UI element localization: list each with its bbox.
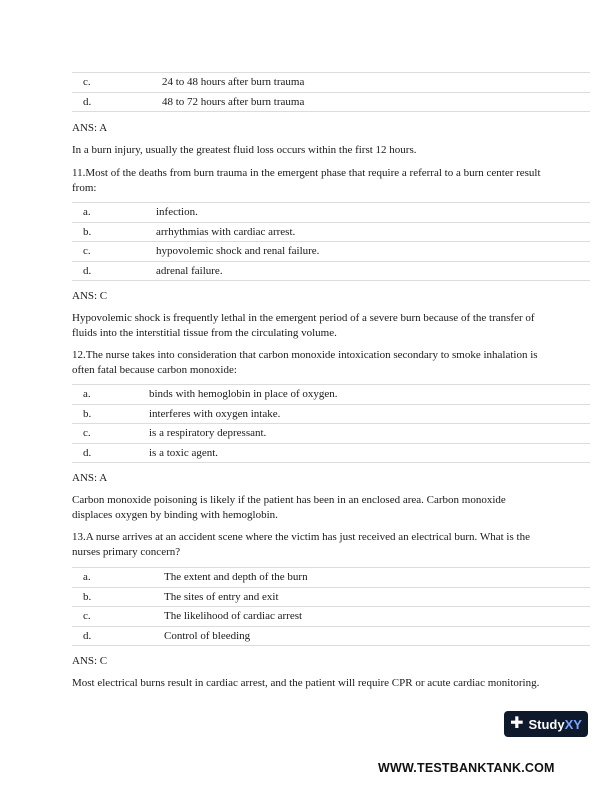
option-text: Control of bleeding — [164, 626, 590, 646]
q13-answer: ANS: C — [72, 655, 108, 667]
option-text: 48 to 72 hours after burn trauma — [162, 92, 590, 112]
q13-stem: 13.A nurse arrives at an accident scene where the victim has just received an electrical burn. What is the nurses primary concern? — [72, 531, 530, 558]
q11-stem: 11.Most of the deaths from burn trauma in the emergent phase that require a referral to a burn center result from: — [72, 167, 541, 194]
q11-rationale: Hypovolemic shock is frequently lethal in the emergent period of a severe burn because of the transfer of fluids into the interstitial tissue from the circulating volume. — [72, 312, 535, 339]
option-letter: c. — [72, 424, 149, 444]
studyxy-badge[interactable] — [504, 711, 588, 737]
q10-answer: ANS: A — [72, 122, 108, 134]
option-letter: a. — [72, 203, 156, 223]
table-row — [72, 568, 590, 588]
q12-rationale: Carbon monoxide poisoning is likely if the patient has been in an enclosed area. Carbon monoxide displaces oxygen by binding with hemoglobin. — [72, 494, 506, 521]
q10-rationale: In a burn injury, usually the greatest fluid loss occurs within the first 12 hours. — [72, 144, 417, 156]
badge-label — [528, 717, 581, 732]
option-text: 24 to 48 hours after burn trauma — [162, 73, 590, 93]
option-text: hypovolemic shock and renal failure. — [156, 242, 590, 262]
option-text: infection. — [156, 203, 590, 223]
option-letter: d. — [72, 92, 162, 112]
table-row — [72, 626, 590, 646]
option-letter: b. — [72, 222, 156, 242]
plus-icon: ✚ — [510, 715, 524, 732]
option-text: The likelihood of cardiac arrest — [164, 607, 590, 627]
table-row — [72, 385, 590, 405]
option-text: adrenal failure. — [156, 261, 590, 281]
q11-options-table — [72, 202, 590, 281]
option-letter: c. — [72, 73, 162, 93]
table-row — [72, 424, 590, 444]
option-letter: c. — [72, 607, 164, 627]
q13-rationale: Most electrical burns result in cardiac arrest, and the patient will require CPR or acute cardiac monitoring. — [72, 677, 540, 689]
option-text: is a toxic agent. — [149, 443, 590, 463]
footer-url[interactable]: WWW.TESTBANKTANK.COM — [378, 761, 555, 775]
table-row — [72, 222, 590, 242]
q11-answer: ANS: C — [72, 290, 108, 302]
table-row — [72, 607, 590, 627]
option-letter: c. — [72, 242, 156, 262]
table-row — [72, 73, 590, 93]
table-row — [72, 587, 590, 607]
q12-options-table — [72, 384, 590, 463]
q12-answer: ANS: A — [72, 472, 108, 484]
option-letter: b. — [72, 587, 164, 607]
option-letter: b. — [72, 404, 149, 424]
badge-brand-a: Study — [528, 716, 565, 732]
option-letter: a. — [72, 568, 164, 588]
option-text: arrhythmias with cardiac arrest. — [156, 222, 590, 242]
table-row — [72, 261, 590, 281]
option-text: interferes with oxygen intake. — [149, 404, 590, 424]
q10-options-table — [72, 72, 590, 112]
table-row — [72, 203, 590, 223]
option-letter: d. — [72, 261, 156, 281]
option-text: is a respiratory depressant. — [149, 424, 590, 444]
option-letter: a. — [72, 385, 149, 405]
table-row — [72, 92, 590, 112]
option-text: binds with hemoglobin in place of oxygen. — [149, 385, 590, 405]
table-row — [72, 242, 590, 262]
option-letter: d. — [72, 443, 149, 463]
option-letter: d. — [72, 626, 164, 646]
table-row — [72, 443, 590, 463]
table-row — [72, 404, 590, 424]
option-text: The extent and depth of the burn — [164, 568, 590, 588]
badge-brand-b: XY — [564, 716, 582, 732]
q12-stem: 12.The nurse takes into consideration that carbon monoxide intoxication secondary to smoke inhalation is often fatal because carbon monoxide: — [72, 349, 538, 376]
option-text: The sites of entry and exit — [164, 587, 590, 607]
q13-options-table — [72, 567, 590, 646]
